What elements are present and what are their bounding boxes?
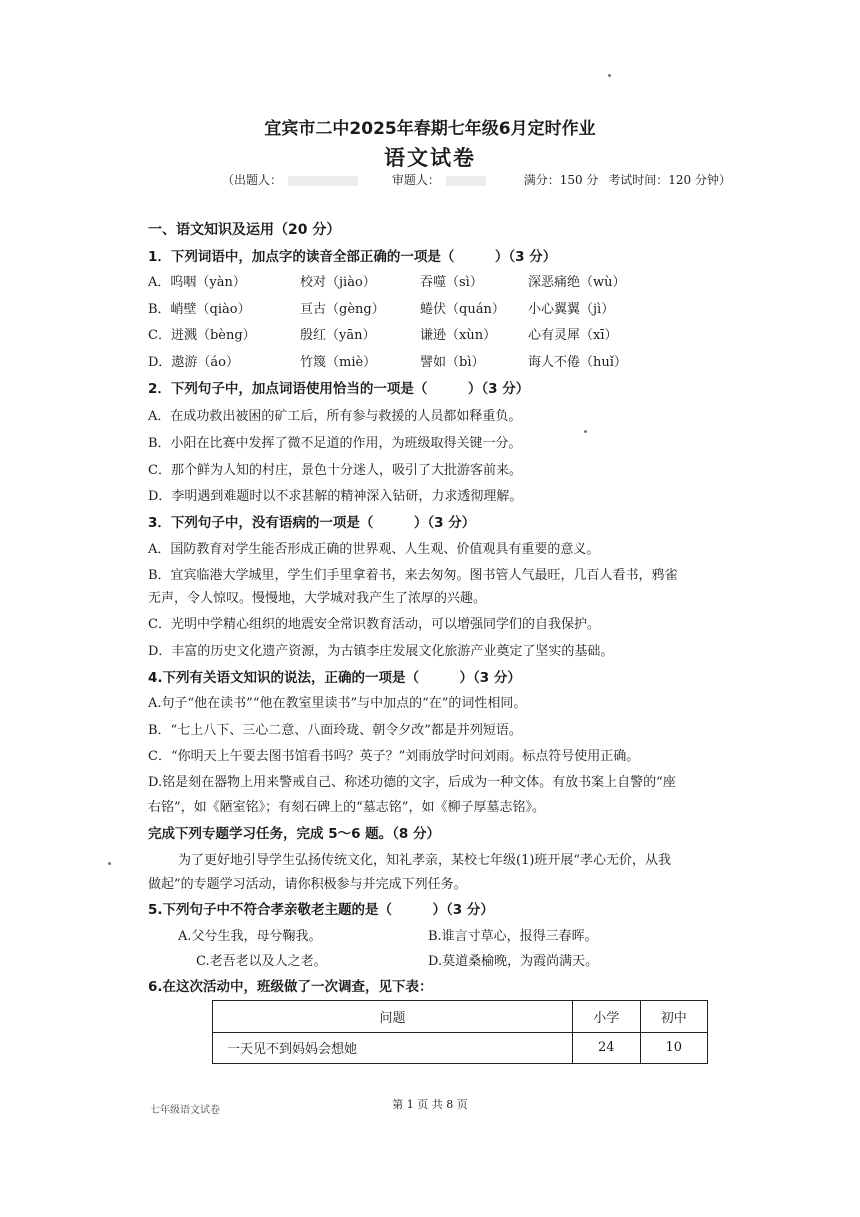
question-4-option-a: A.句子“他在读书”“他在教室里读书”与中加点的“在”的词性相同。: [148, 696, 527, 711]
option-text: 竹篾（miè）: [300, 355, 377, 370]
scan-speck: [108, 862, 111, 865]
option-text: A．呜咽（yàn）: [148, 275, 246, 290]
option-text: 小心翼翼（jì）: [528, 302, 615, 317]
setter-label: （出题人：: [222, 173, 283, 187]
redacted-name: [446, 176, 486, 186]
question-6-stem: 6.在这次活动中，班级做了一次调查，见下表：: [148, 979, 433, 995]
question-5-stem: 5.下列句子中不符合孝亲敬老主题的是（ ）（3 分）: [148, 902, 494, 918]
table-header: 问题: [213, 1001, 573, 1033]
option-text: 校对（jiào）: [300, 275, 376, 290]
option-text: 深恶痛绝（wù）: [528, 275, 626, 290]
question-2-option-a: A．在成功救出被困的矿工后，所有参与救援的人员都如释重负。: [148, 409, 522, 424]
option-text: 殷红（yān）: [300, 328, 376, 343]
exam-subtitle: 语文试卷: [384, 146, 476, 170]
task-intro: 为了更好地引导学生弘扬传统文化，知礼孝亲，某校七年级(1)班开展“孝心无价，从我: [178, 853, 672, 868]
option-text: B．峭壁（qiào）: [148, 302, 251, 317]
question-4-option-d: D.铭是刻在器物上用来警戒自己、称述功德的文字，后成为一种文体。有放书案上自警的“座: [148, 775, 676, 790]
question-3-option-d: D．丰富的历史文化遗产资源，为古镇李庄发展文化旅游产业奠定了坚实的基础。: [148, 644, 614, 659]
full-score: 满分：150 分: [523, 173, 599, 187]
question-5-option-a: A.父兮生我，母兮鞠我。: [178, 929, 322, 944]
table-cell: 24: [573, 1032, 641, 1064]
table-header-row: [213, 1001, 708, 1033]
question-3-stem: 3．下列句子中，没有语病的一项是（ ）（3 分）: [148, 515, 476, 531]
option-text: D．遨游（áo）: [148, 355, 240, 370]
option-text: 谦逊（xùn）: [420, 328, 497, 343]
task-intro-cont: 做起”的专题学习活动，请你积极参与并完成下列任务。: [148, 877, 467, 892]
question-2-option-c: C．那个鲜为人知的村庄，景色十分迷人，吸引了大批游客前来。: [148, 463, 522, 478]
task-title: 完成下列专题学习任务，完成 5～6 题。（8 分）: [148, 826, 441, 842]
question-4-stem: 4.下列有关语文知识的说法，正确的一项是（ ）（3 分）: [148, 670, 521, 686]
table-row: [213, 1032, 708, 1064]
section-title: 一、语文知识及运用（20 分）: [148, 222, 341, 238]
question-5-option-b: B.谁言寸草心，报得三春晖。: [428, 929, 598, 944]
redacted-name: [288, 176, 358, 186]
exam-time: 考试时间：120 分钟）: [608, 173, 731, 187]
question-1-stem: 1．下列词语中，加点字的读音全部正确的一项是（ ）（3 分）: [148, 249, 557, 265]
exam-meta: [222, 171, 737, 188]
table-cell: 一天见不到妈妈会想她: [213, 1032, 573, 1064]
question-2-option-b: B．小阳在比赛中发挥了微不足道的作用，为班级取得关键一分。: [148, 436, 522, 451]
option-text: 亘古（gèng）: [300, 302, 385, 317]
table-header: 初中: [640, 1001, 708, 1033]
question-3-option-c: C．光明中学精心组织的地震安全常识教育活动，可以增强同学们的自我保护。: [148, 617, 600, 632]
exam-title: 宜宾市二中2025年春期七年级6月定时作业: [264, 119, 596, 139]
reviewer-label: 审题人：: [391, 173, 440, 187]
scan-speck: [608, 74, 611, 77]
option-text: 心有灵犀（xī）: [528, 328, 618, 343]
footer-label: 七年级语文试卷: [150, 1105, 220, 1116]
option-text: C．迸溅（bèng）: [148, 328, 256, 343]
survey-table: [212, 1000, 708, 1064]
option-text: 诲人不倦（huǐ）: [528, 355, 627, 370]
question-5-option-d: D.莫道桑榆晚，为霞尚满天。: [428, 954, 599, 969]
question-5-option-c: C.老吾老以及人之老。: [196, 954, 327, 969]
page-number: 第 1 页 共 8 页: [392, 1098, 468, 1111]
option-text: 吞噬（sì）: [420, 275, 483, 290]
question-4-option-b: B．“七上八下、三心二意、八面玲珑、朝令夕改”都是并列短语。: [148, 723, 522, 738]
table-header: 小学: [573, 1001, 641, 1033]
table-cell: 10: [640, 1032, 708, 1064]
question-2-option-d: D．李明遇到难题时以不求甚解的精神深入钻研，力求透彻理解。: [148, 489, 523, 504]
question-2-stem: 2．下列句子中，加点词语使用恰当的一项是（ ）（3 分）: [148, 381, 530, 397]
question-3-option-b: B．宜宾临港大学城里，学生们手里拿着书，来去匆匆。图书管人气最旺，几百人看书，鸦雀: [148, 568, 678, 583]
scan-speck: [584, 430, 587, 433]
option-text: 蜷伏（quán）: [420, 302, 505, 317]
option-text: 譬如（bì）: [420, 355, 485, 370]
question-4-option-c: C．“你明天上午要去图书馆看书吗？英子？”刘雨放学时问刘雨。标点符号使用正确。: [148, 749, 640, 764]
question-4-option-d-cont: 右铭”，如《陋室铭》；有刻石碑上的“墓志铭”，如《柳子厚墓志铭》。: [148, 800, 545, 815]
question-3-option-a: A．国防教育对学生能否形成正确的世界观、人生观、价值观具有重要的意义。: [148, 542, 600, 557]
question-3-option-b-cont: 无声，令人惊叹。慢慢地，大学城对我产生了浓厚的兴趣。: [148, 591, 487, 606]
